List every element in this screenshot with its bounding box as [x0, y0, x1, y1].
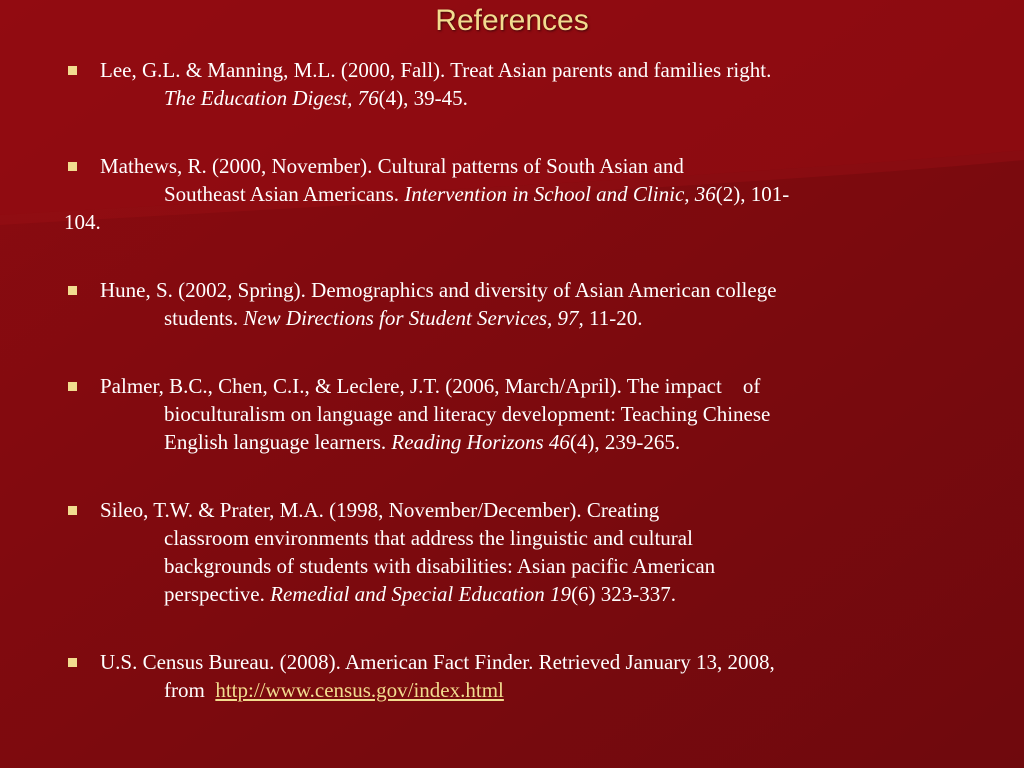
reference-line	[100, 676, 934, 704]
reference-item	[64, 152, 934, 236]
reference-line	[100, 580, 934, 608]
journal-title: Remedial and Special Education 19	[270, 582, 572, 606]
reference-item	[64, 648, 934, 704]
bullet-icon	[68, 66, 77, 75]
reference-line	[100, 428, 934, 456]
bullet-icon	[68, 382, 77, 391]
references-list	[64, 56, 934, 744]
reference-line: Lee, G.L. & Manning, M.L. (2000, Fall). Treat Asian parents and families right.	[100, 58, 772, 82]
reference-line: classroom environments that address the linguistic and cultural	[164, 526, 693, 550]
reference-line	[100, 84, 934, 112]
journal-title: The Education Digest, 76	[164, 86, 379, 110]
reference-item	[64, 276, 934, 332]
reference-line	[100, 304, 934, 332]
reference-item	[64, 56, 934, 112]
reference-line: Sileo, T.W. & Prater, M.A. (1998, November/December). Creating	[100, 498, 660, 522]
citation-text: from	[164, 678, 216, 702]
journal-title: Reading Horizons 46	[391, 430, 570, 454]
reference-item	[64, 496, 934, 608]
reference-line: backgrounds of students with disabilities: Asian pacific American	[164, 554, 716, 578]
citation-detail: (4), 239-265.	[569, 430, 681, 454]
bullet-icon	[68, 162, 77, 171]
census-link[interactable]: http://www.census.gov/index.html	[215, 678, 504, 702]
citation-text: Southeast Asian Americans.	[164, 182, 405, 206]
reference-line: bioculturalism on language and literacy development: Teaching Chinese	[164, 402, 771, 426]
citation-detail: (6) 323-337.	[571, 582, 677, 606]
citation-detail: 11-20.	[583, 306, 643, 330]
citation-text: students.	[164, 306, 244, 330]
reference-line: Hune, S. (2002, Spring). Demographics and diversity of Asian American college	[100, 278, 777, 302]
reference-line: U.S. Census Bureau. (2008). American Fact Finder. Retrieved January 13, 2008,	[100, 650, 775, 674]
reference-line: Mathews, R. (2000, November). Cultural patterns of South Asian and	[100, 154, 684, 178]
slide-title: References	[435, 4, 589, 37]
reference-line	[100, 180, 934, 208]
citation-detail: (2), 101-	[715, 182, 790, 206]
journal-title: Intervention in School and Clinic, 36	[404, 182, 716, 206]
reference-item	[64, 372, 934, 456]
reference-line: Palmer, B.C., Chen, C.I., & Leclere, J.T. (2006, March/April). The impact of	[100, 374, 761, 398]
bullet-icon	[68, 286, 77, 295]
journal-title: New Directions for Student Services, 97,	[243, 306, 584, 330]
bullet-icon	[68, 506, 77, 515]
citation-detail: (4), 39-45.	[378, 86, 468, 110]
reference-line: 104.	[64, 210, 101, 234]
bullet-icon	[68, 658, 77, 667]
citation-text: English language learners.	[164, 430, 392, 454]
citation-text: perspective.	[164, 582, 271, 606]
